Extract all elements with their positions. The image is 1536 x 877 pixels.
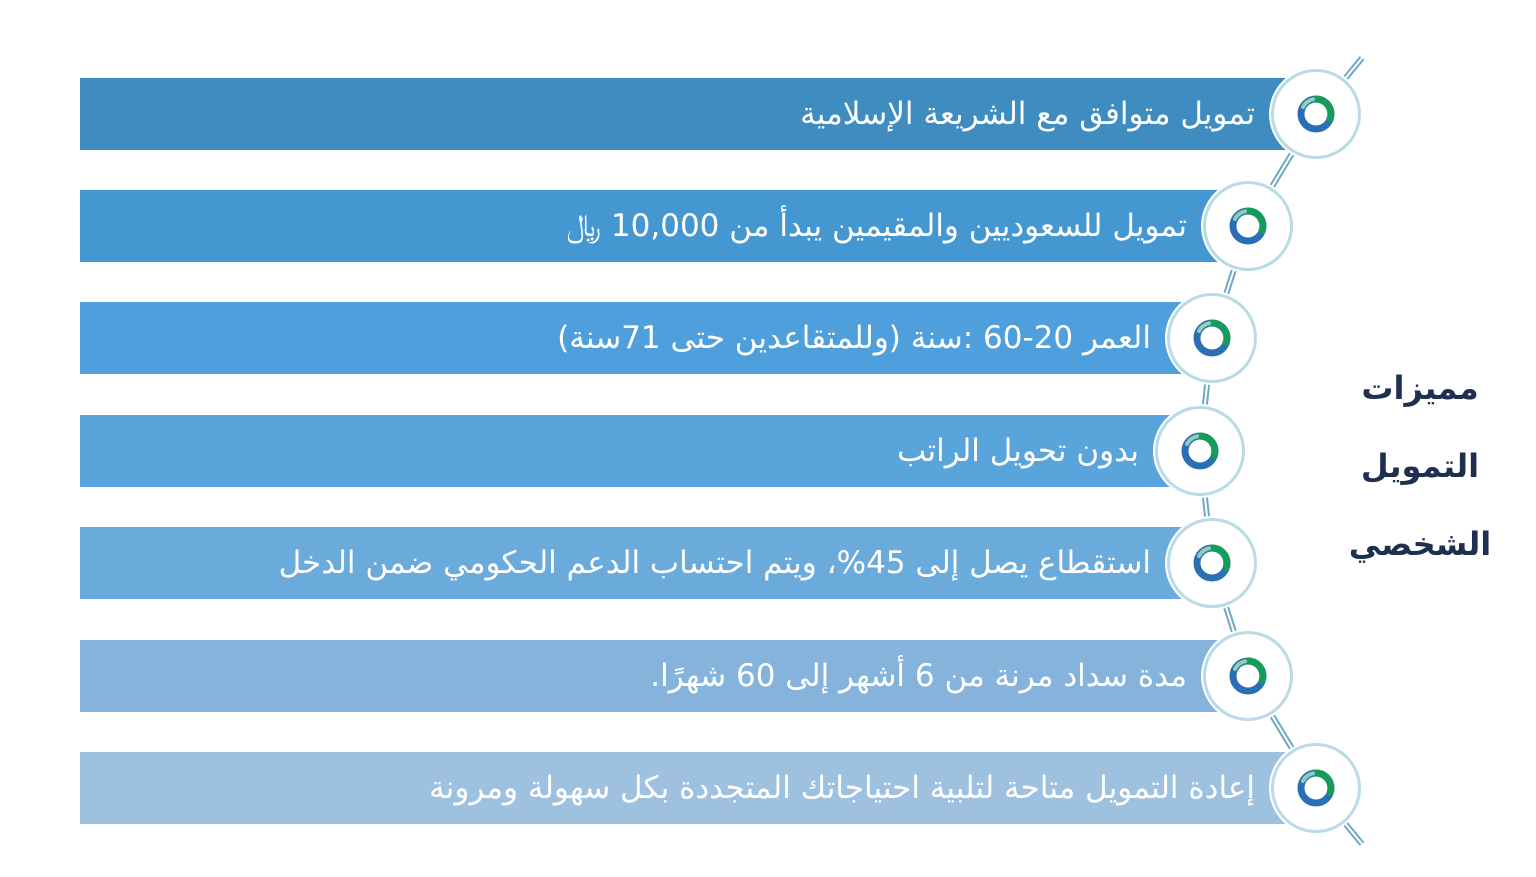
feature-node (1167, 518, 1257, 608)
feature-text: تمويل للسعوديين والمقيمين يبدأ من 10,000 ﷼ (566, 207, 1187, 244)
circle-ring-icon (1225, 203, 1271, 249)
feature-text: مدة سداد مرنة من 6 أشهر إلى 60 شهرًا. (650, 657, 1187, 694)
feature-text: العمر 20-60 :سنة (وللمتقاعدين حتى 71سنة) (557, 319, 1151, 356)
feature-bar (80, 415, 1200, 487)
feature-bar (80, 190, 1248, 262)
side-title-line-1: مميزات (1361, 369, 1479, 407)
feature-node (1203, 181, 1293, 271)
feature-bar (80, 752, 1316, 824)
feature-bar (80, 78, 1316, 150)
circle-ring-icon (1189, 540, 1235, 586)
feature-text: بدون تحويل الراتب (897, 432, 1139, 469)
feature-bar (80, 302, 1212, 374)
circle-ring-icon (1293, 91, 1339, 137)
side-title (1340, 360, 1500, 594)
feature-text: استقطاع يصل إلى 45%، ويتم احتساب الدعم الحكومي ضمن الدخل (278, 544, 1151, 581)
feature-text: إعادة التمويل متاحة لتلبية احتياجاتك المتجددة بكل سهولة ومرونة (429, 769, 1255, 806)
feature-node (1167, 293, 1257, 383)
feature-text: تمويل متوافق مع الشريعة الإسلامية (800, 95, 1255, 132)
side-title-line-2: التمويل (1360, 447, 1480, 485)
circle-ring-icon (1293, 765, 1339, 811)
feature-node (1271, 69, 1361, 159)
feature-bar (80, 527, 1212, 599)
feature-node (1203, 631, 1293, 721)
side-title-line-3: الشخصي (1348, 525, 1492, 563)
circle-ring-icon (1177, 428, 1223, 474)
circle-ring-icon (1189, 315, 1235, 361)
circle-ring-icon (1225, 653, 1271, 699)
feature-node (1155, 406, 1245, 496)
feature-bar (80, 640, 1248, 712)
feature-node (1271, 743, 1361, 833)
